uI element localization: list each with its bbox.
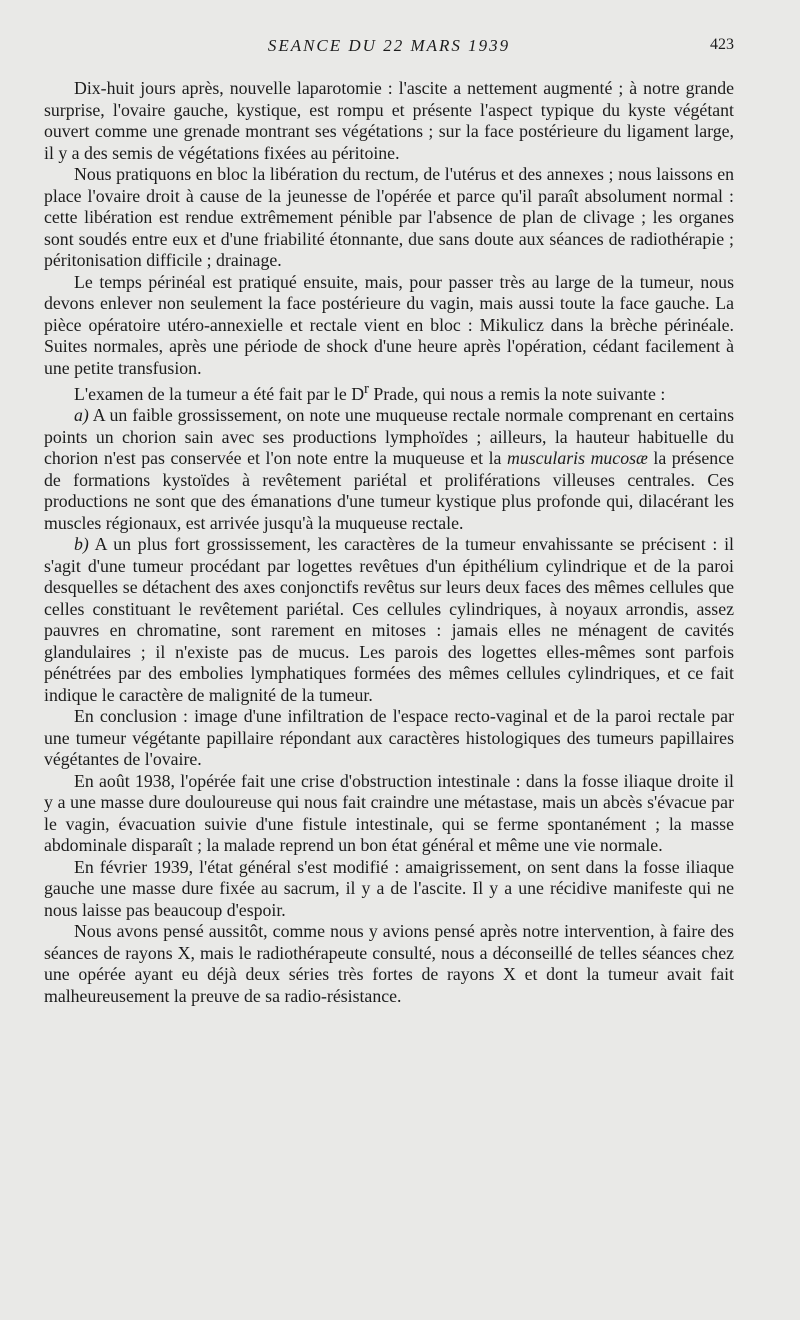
paragraph-8: En août 1938, l'opérée fait une crise d'obstruction intestinale : dans la fosse iliaque droite il y a une masse dure douloureuse qui nous fait craindre une métastase, mais un abcès s'évacue par le vagin, évacuation suivie d'une fistule intestinale, qui se ferme spontanément ; la masse abdominale disparaît ; la malade reprend un bon état général et même une vie normale.: [44, 770, 734, 856]
paragraph-5-end: la présence de formations kystoïdes à revêtement pariétal et proliférations villeuses centrales. Ces productions ne sont que des émanations d'une tumeur kystique plus profonde qui, dilacérant les muscles régionaux, est arrivée jusqu'à la muqueuse rectale.: [44, 448, 734, 533]
item-label-b: b): [74, 534, 89, 555]
running-title: SEANCE DU 22 MARS 1939: [267, 36, 511, 55]
paragraph-4: [44, 379, 734, 405]
paragraph-4-start: L'examen de la tumeur a été fait par le D: [74, 383, 365, 404]
item-label-a: a): [74, 405, 89, 426]
latin-term: muscularis mucosæ: [506, 448, 648, 469]
paragraph-6-text: A un plus fort grossissement, les caractères de la tumeur envahissante se précisent : il s'agit d'une tumeur procédant par logettes revêtues d'un épithélium cylindrique et de la paroi desquelles se détachent des axes conjonctifs revêtus sur leurs deux faces des mêmes cellules que celles constituant le revêtement pariétal. Ces cellules cylindriques, à noyaux arrondis, assez pauvres en chromatine, sont rarement en mitoses : jamais elles ne ménagent de cavités glandulaires ; il n'existe pas de mucus. Les parois des logettes elles-mêmes sont parfois pénétrées par des embolies lymphatiques formées des mêmes cellules cylindriques, et ce fait indique le caractère de malignité de la tumeur.: [44, 534, 734, 705]
paragraph-6: [44, 534, 734, 706]
paragraph-4-end: Prade, qui nous a remis la note suivante :: [368, 383, 666, 404]
paragraph-1: Dix-huit jours après, nouvelle laparotomie : l'ascite a nettement augmenté ; à notre grande surprise, l'ovaire gauche, kystique, est rompu et présente l'aspect typique du kyste végétant ouvert comme une grenade montrant ses végétations ; sur la face postérieure du ligament large, il y a des semis de végétations fixées au péritoine.: [44, 78, 734, 163]
page-header: [44, 36, 734, 58]
paragraph-3: Le temps périnéal est pratiqué ensuite, mais, pour passer très au large de la tumeur, nous devons enlever non seulement la face postérieure du vagin, mais aussi toute la face gauche. La pièce opératoire utéro-annexielle et rectale vient en bloc : Mikulicz dans la brèche périnéale. Suites normales, après une période de shock d'une heure après l'opération, cédant facilement à une petite transfusion.: [44, 271, 734, 378]
paragraph-7: En conclusion : image d'une infiltration de l'espace recto-vaginal et de la paroi rectale par une tumeur végétante papillaire répondant aux caractères histologiques des tumeurs papillaires végétantes de l'ovaire.: [44, 706, 734, 770]
paragraph-5-start: A un faible grossissement, on note une muqueuse rectale normale comprenant en certains points un chorion sain avec ses productions lymphoïdes ; ailleurs, la hauteur habituelle du chorion n'est pas conservée et l'on note entre la muqueuse et la: [44, 405, 734, 469]
paragraph-9: En février 1939, l'état général s'est modifié : amaigrissement, on sent dans la fosse iliaque gauche une masse dure fixée au sacrum, il y a de l'ascite. Il y a une récidive manifeste qui ne nous laisse pas beaucoup d'espoir.: [44, 856, 734, 920]
body-text: [44, 78, 734, 1007]
paragraph-10: Nous avons pensé aussitôt, comme nous y avions pensé après notre intervention, à faire des séances de rayons X, mais le radiothérapeute consulté, nous a déconseillé de telles séances chez une opérée ayant eu déjà deux séries très fortes de rayons X et dont la tumeur avait fait malheureusement la preuve de sa radio-résistance.: [44, 921, 734, 1006]
title-abbreviation-superscript: r: [364, 381, 369, 397]
paragraph-5: [44, 405, 734, 534]
paragraph-2: Nous pratiquons en bloc la libération du rectum, de l'utérus et des annexes ; nous laissons en place l'ovaire droit à cause de la jeunesse de l'opérée et parce qu'il paraît absolument normal : cette libération est rendue extrêmement pénible par l'absence de plan de clivage ; les organes sont soudés entre eux et d'une friabilité étonnante, due sans doute aux séances de radiothérapie ; péritonisation difficile ; drainage.: [44, 164, 734, 270]
page-number: 423: [710, 36, 734, 53]
